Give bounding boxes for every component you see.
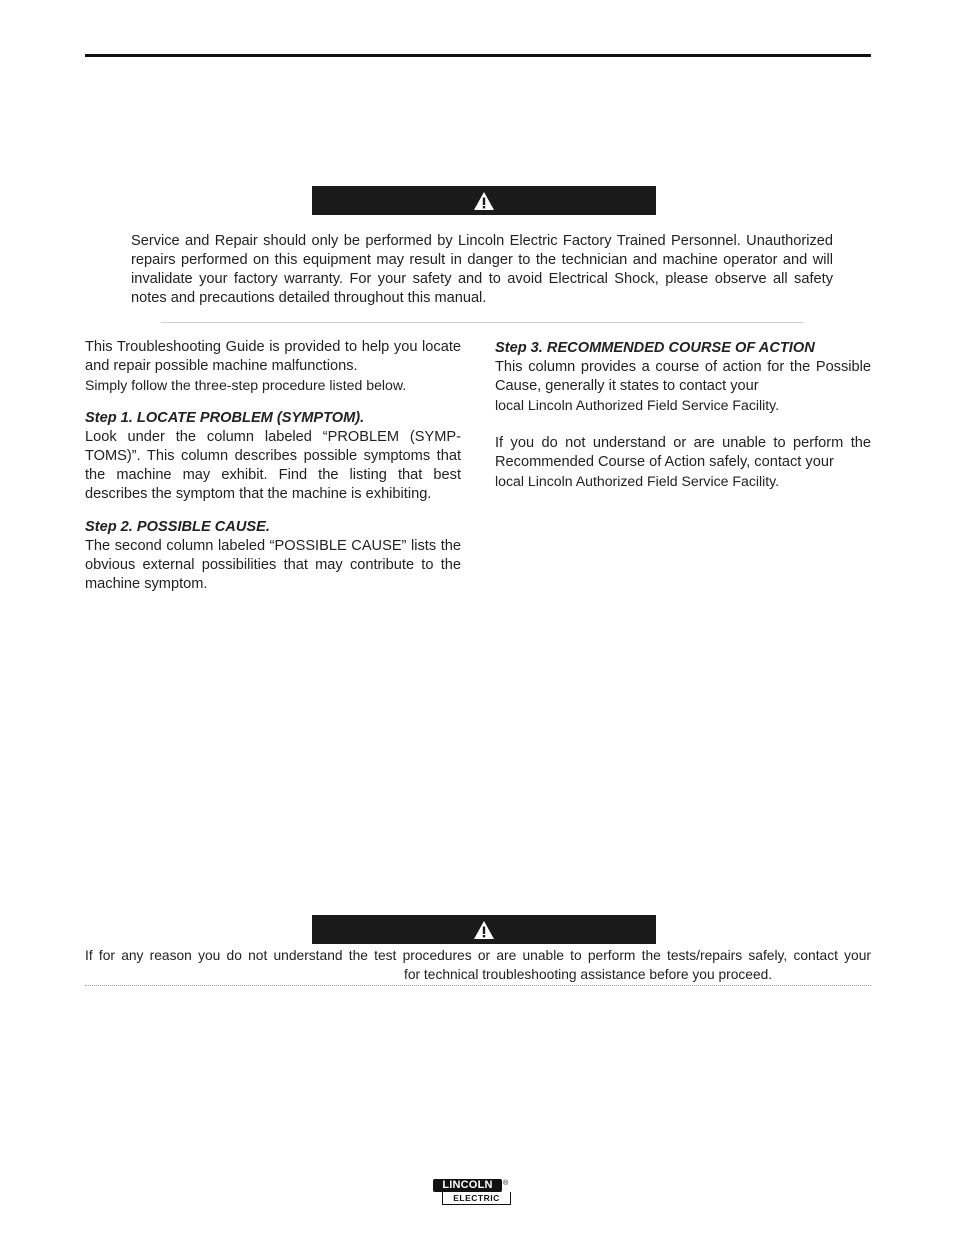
note-text-last: local Lincoln Authorized Field Service Facility. bbox=[495, 473, 780, 489]
logo-bottom-text: ELECTRIC bbox=[442, 1192, 511, 1205]
warning-banner-bottom bbox=[312, 915, 656, 944]
logo-registered-mark: ® bbox=[503, 1180, 509, 1187]
warning-text-top: Service and Repair should only be performed by Lincoln Electric Factory Trained Personnel. Unauthorized repairs performed on this equipment may result in danger to the technician and machine operator and will invalidate your factory warranty. For your safety and to avoid Electrical Shock, please observe all safety notes and precautions detailed throughout this manual. bbox=[131, 233, 833, 306]
warning-banner-top bbox=[312, 186, 656, 215]
warning-text-bottom-line1: If for any reason you do not understand the test procedures or are unable to perform the tests/repairs safely, contact your bbox=[85, 948, 871, 963]
warning-text-bottom bbox=[85, 946, 871, 984]
step2-text: The second column labeled “POSSIBLE CAUSE” lists the obvious external possibilities that may contribute to the machine symptom. bbox=[85, 538, 461, 592]
logo-top-text: LINCOLN bbox=[433, 1179, 502, 1192]
intro-text: This Troubleshooting Guide is provided to help you locate and repair possible machine malfunctions. bbox=[85, 339, 461, 374]
lincoln-electric-logo bbox=[433, 1179, 511, 1207]
header-rule bbox=[85, 54, 871, 57]
step3-text: This column provides a course of action for the Possible Cause, generally it states to contact your bbox=[495, 359, 871, 394]
step2-heading: Step 2. POSSIBLE CAUSE. bbox=[85, 519, 270, 535]
step1-text: Look under the column labeled “PROBLEM (SYMP-TOMS)”. This column describes possible symptoms that the machine may exhibit. Find the listing that best describes the symptom that the machine is exhibiting. bbox=[85, 429, 461, 502]
left-column bbox=[85, 338, 461, 594]
section-divider bbox=[161, 322, 803, 323]
warning-triangle-icon bbox=[473, 920, 495, 940]
note-text: If you do not understand or are unable to perform the Recommended Course of Action safely, contact your bbox=[495, 435, 871, 470]
warning-triangle-icon bbox=[473, 191, 495, 211]
step3-heading: Step 3. RECOMMENDED COURSE OF ACTION bbox=[495, 340, 815, 356]
bottom-divider bbox=[85, 985, 871, 986]
intro-text-last: Simply follow the three-step procedure listed below. bbox=[85, 377, 407, 393]
warning-text-bottom-line2: for technical troubleshooting assistance before you proceed. bbox=[404, 967, 773, 982]
step3-text-last: local Lincoln Authorized Field Service Facility. bbox=[495, 397, 780, 413]
right-column bbox=[495, 339, 871, 491]
step1-heading: Step 1. LOCATE PROBLEM (SYMPTOM). bbox=[85, 410, 365, 426]
